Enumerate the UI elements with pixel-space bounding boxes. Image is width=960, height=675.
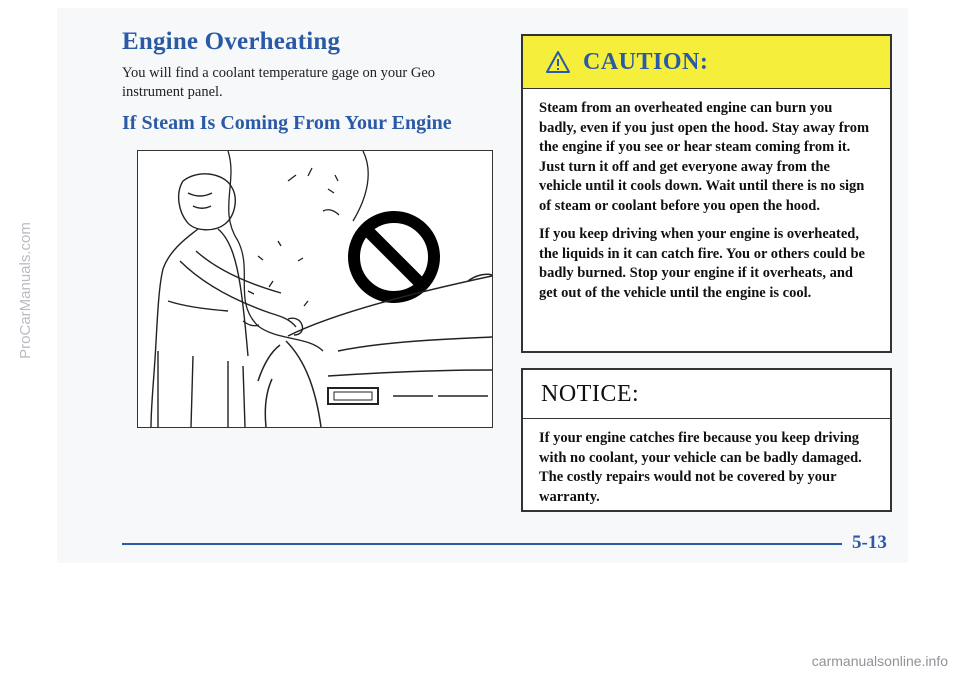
side-watermark (10, 140, 40, 440)
notice-header (523, 370, 890, 419)
side-watermark-text: ProCarManuals.com (16, 221, 34, 359)
footer-watermark: carmanualsonline.info (811, 653, 948, 669)
notice-box (521, 368, 892, 512)
footer-rule (122, 543, 842, 545)
caution-paragraph: Steam from an overheated engine can burn you badly, even if you just open the hood. Stay away from the engine if you see or hear steam coming from it. Just turn it off and get everyone away from the vehicle until it cools down. Wait until there is no sign of steam or coolant before you open the hood. (539, 100, 870, 214)
caution-box (521, 34, 892, 353)
page-number: 5-13 (852, 532, 887, 553)
notice-body (523, 419, 890, 507)
notice-paragraph: If your engine catches fire because you keep driving with no coolant, your vehicle can be badly damaged. The costly repairs would not be covered by your warranty. (539, 430, 862, 505)
page-title: Engine Overheating (122, 28, 341, 55)
warning-triangle-icon (545, 50, 571, 74)
caution-body (523, 89, 890, 303)
intro-text: You will find a coolant temperature gage on your Geo instrument panel. (122, 65, 436, 100)
notice-title: NOTICE: (541, 380, 640, 407)
section-subheading: If Steam Is Coming From Your Engine (122, 112, 452, 134)
steam-engine-illustration (137, 150, 493, 428)
caution-header (523, 36, 890, 89)
illustration-drawing (138, 151, 492, 427)
caution-paragraph: If you keep driving when your engine is overheated, the liquids in it can catch fire. You or others could be badly burned. Stop your engine if it overheats, and get out of the vehicle until the engine is cool. (539, 226, 865, 301)
caution-title: CAUTION: (583, 48, 709, 75)
no-symbol-icon (354, 217, 434, 297)
